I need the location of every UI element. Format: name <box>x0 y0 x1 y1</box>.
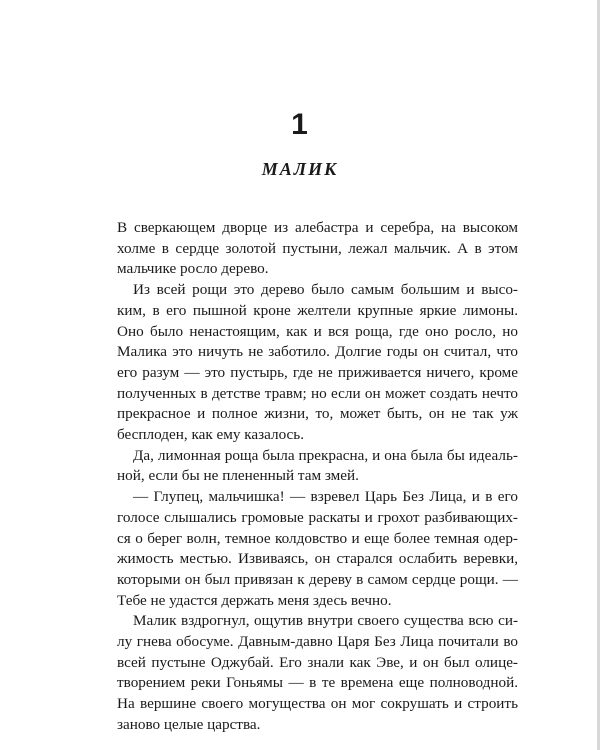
text-line: Да, лимонная роща была прекрасна, и она была бы идеаль- <box>133 446 518 464</box>
text-line: На вершине своего могущества он мог сокрушать и строить <box>117 695 518 713</box>
chapter-title: МАЛИК <box>261 159 339 179</box>
text-line: Малика это ничуть не заботило. Долгие годы он считал, что <box>117 343 518 361</box>
text-line: холме в сердце золотой пустыни, лежал мальчик. А в этом <box>117 239 518 257</box>
text-line: ся о берег волн, темное колдовство и еще более темная одер- <box>117 529 518 547</box>
chapter-number: 1 <box>291 108 309 141</box>
text-line: лу гнева обосуме. Давным-давно Царя Без Лица почитали во <box>117 633 518 651</box>
text-line: его разум — это пустырь, где не приживается ничего, кроме <box>117 363 518 381</box>
chapter-body <box>117 218 518 736</box>
text-line: бесплоден, как ему казалось. <box>117 426 305 444</box>
text-line: Тебе не удастся держать меня здесь вечно. <box>117 591 392 609</box>
text-line: которыми он был привязан к дереву в самом сердце рощи. — <box>117 570 518 588</box>
text-line: — Глупец, мальчишка! — взревел Царь Без Лица, и в его <box>133 488 518 506</box>
text-line: Малик вздрогнул, ощутив внутри своего существа всю си- <box>133 612 518 630</box>
text-line: мальчике росло дерево. <box>117 260 269 278</box>
text-line: Из всей рощи это дерево было самым большим и высо- <box>133 281 518 299</box>
text-line: В сверкающем дворце из алебастра и серебра, на высоком <box>117 219 518 236</box>
paragraph <box>117 446 518 487</box>
paragraph <box>117 280 518 446</box>
paragraph <box>117 611 518 735</box>
text-line: прекрасное и полное жизни, то, может быть, он не так уж <box>117 405 518 423</box>
paragraph <box>117 487 518 611</box>
text-line: голосе слышались громовые раскаты и грохот разбивающих- <box>117 508 518 526</box>
text-line: заново целые царства. <box>117 715 261 733</box>
text-line: ким, в его пышной кроне желтели крупные яркие лимоны. <box>117 301 518 319</box>
paragraph <box>117 218 518 280</box>
text-line: всей пустыне Оджубай. Его знали как Эве, и он был олице- <box>117 653 518 671</box>
text-line: полученных в детстве травм; но если он может создать нечто <box>117 384 518 402</box>
text-line: ной, если бы не плененный там змей. <box>117 467 359 485</box>
text-line: творением реки Гоньямы — в те времена еще полноводной. <box>117 674 518 692</box>
text-line: Оно было ненастоящим, как и вся роща, где оно росло, но <box>117 322 518 340</box>
text-line: жимость местью. Извиваясь, он старался ослабить веревки, <box>117 550 518 568</box>
